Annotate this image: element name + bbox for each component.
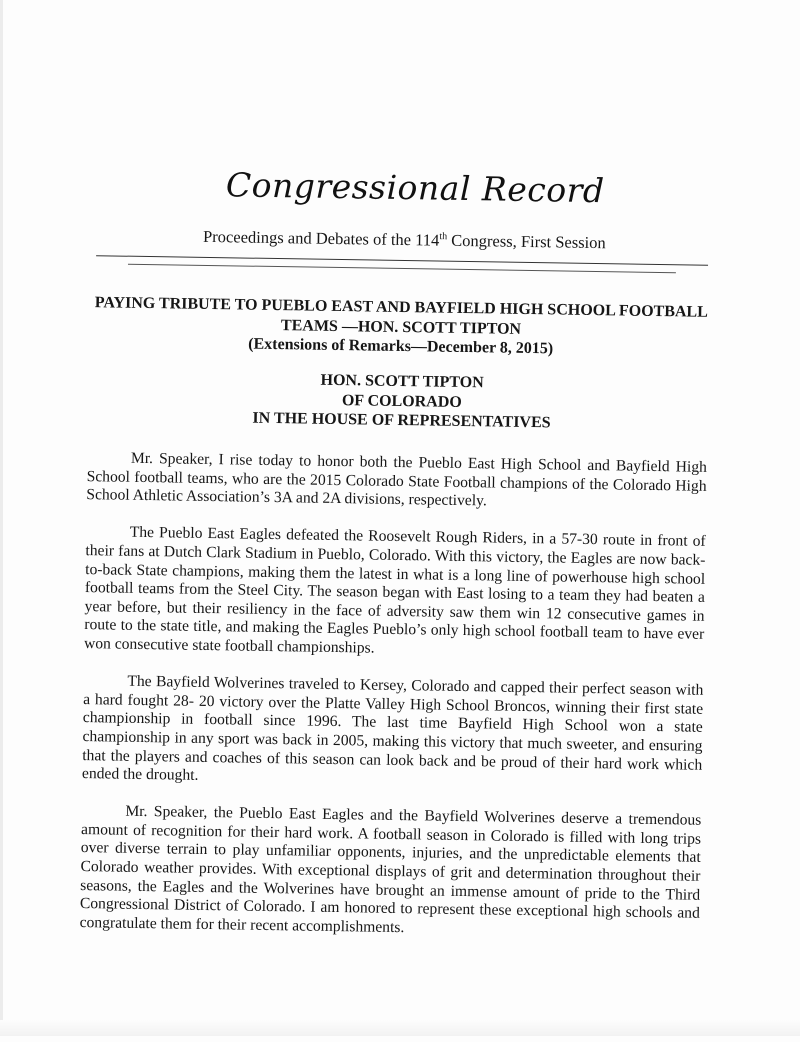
title-line-2: TEAMS —HON. SCOTT TIPTON xyxy=(280,316,522,338)
remarks-body xyxy=(79,449,707,961)
paragraph: Mr. Speaker, the Pueblo East Eagles and the Bayfield Wolverines deserve a tremendous amount of recognition for their hard work. A football season in Colorado is filled with long trips over diverse terrain to play unfamiliar opponents, injuries, and the unpredictable elements that Colorado weather provides. With exceptional displays of grit and determination throughout their seasons, the Eagles and the Wolverines have brought an immense amount of pride to the Third Congressional District of Colorado. I am honored to represent these exceptional high schools and congratulate them for their recent accomplishments. xyxy=(79,803,702,936)
header-rule-bottom xyxy=(128,264,676,274)
paragraph: The Bayfield Wolverines traveled to Kersey, Colorado and capped their perfect season with a hard fought 28- 20 victory over the Platte Valley High School Broncos, winning their first state championship in football since 1996. The last time Bayfield High School won a state championship in any sport was back in 2005, making this victory that much sweeter, and ensuring that the players and coaches of this season can look back and be proud of their hard work which ended the drought. xyxy=(81,672,704,784)
subtitle-text-end: Congress, First Session xyxy=(446,230,606,253)
member-name: HON. SCOTT TIPTON xyxy=(320,371,484,392)
scan-bottom-edge xyxy=(0,1020,800,1036)
paragraph: Mr. Speaker, I rise today to honor both the Pueblo East High School and Bayfield High School football teams, who are the 2015 Colorado State Football champions of the Colorado High School Athletic Association’s 3A and 2A divisions, respectively. xyxy=(86,449,707,510)
masthead-logo: Congressional Record xyxy=(225,165,605,211)
member-chamber: IN THE HOUSE OF REPRESENTATIVES xyxy=(252,409,551,432)
record-subtitle xyxy=(154,226,654,254)
subtitle-text: Proceedings and Debates of the 114 xyxy=(202,226,440,250)
paragraph: The Pueblo East Eagles defeated the Roosevelt Rough Riders, in a 57-30 route in front of their fans at Dutch Clark Stadium in Pueblo, Colorado. With this victory, the Eagles are now back-to-back State champions, making them the latest in what is a long line of powerhouse high school football teams from the Steel City. The season began with East losing to a team they had beaten a year before, but their resiliency in the face of adversity saw them win 12 consecutive games in route to the state title, and making the Eagles Pueblo’s only high school football team to have ever won consecutive state football championships. xyxy=(83,524,706,657)
tribute-title xyxy=(91,293,712,361)
member-state: OF COLORADO xyxy=(341,391,462,411)
title-line-3: (Extensions of Remarks—December 8, 2015) xyxy=(248,335,554,358)
member-heading xyxy=(201,369,602,434)
subtitle-ordinal-suffix: th xyxy=(439,231,448,243)
title-line-1: PAYING TRIBUTE TO PUEBLO EAST AND BAYFIELD HIGH SCHOOL FOOTBALL xyxy=(94,294,708,321)
